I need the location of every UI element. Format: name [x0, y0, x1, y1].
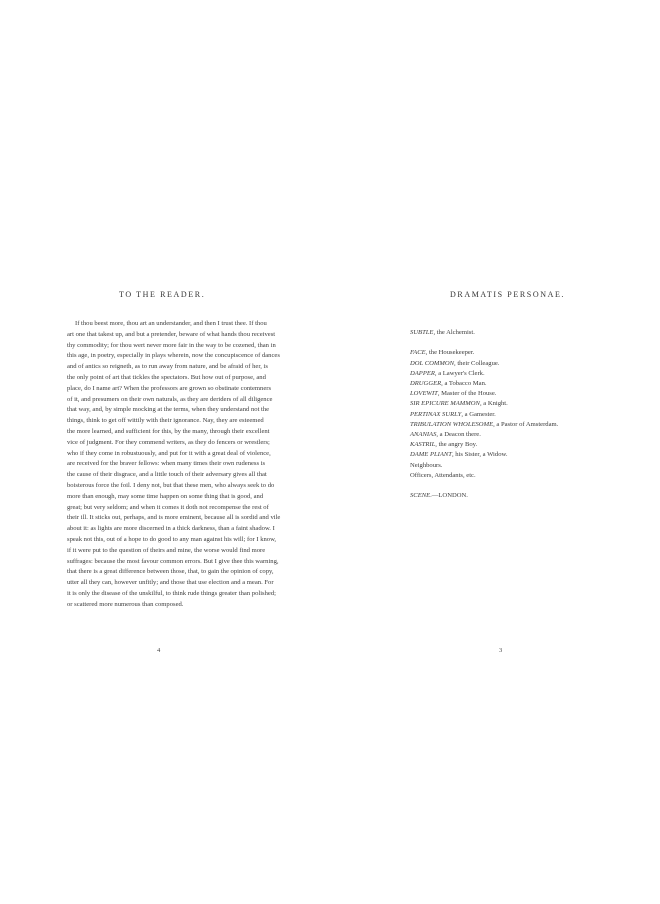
persona-entry: [410, 450, 558, 460]
reader-text-line: If thou beest more, thou art an understander, and then I trust thee. If thou: [75, 320, 267, 327]
reader-text-line: speak not this, out of a hope to do good to any man against his will; for I know,: [67, 535, 277, 543]
persona-entry: [410, 389, 558, 399]
dramatis-personae-heading: DRAMATIS PERSONAE.: [450, 290, 566, 299]
group-gap: [410, 338, 558, 348]
persona-entry: [410, 430, 558, 440]
right-page-number: 3: [499, 647, 503, 654]
reader-text-line: if it were put to the question of theirs and mine, the worse would find more: [67, 546, 266, 554]
reader-text-line: this age, in poetry, especially in plays wherein, now the concupiscence of dances: [67, 352, 280, 360]
reader-text-line: place, do I name art? When the professors are grown so obstinate contemners: [67, 384, 272, 392]
scene-line: [410, 491, 558, 501]
persona-description: , a Gamester.: [461, 410, 496, 418]
scene-label: SCENE: [410, 492, 431, 500]
persona-entry: [410, 461, 558, 471]
scene-value: .—LONDON.: [430, 492, 468, 500]
persona-description: , the Housekeeper.: [425, 349, 475, 357]
left-page-number: 4: [157, 647, 161, 654]
reader-text-line: the only point of art that tickles the spectators. But how out of purpose, and: [67, 373, 266, 381]
persona-name: ANANIAS: [410, 431, 437, 439]
persona-entry: [410, 359, 558, 369]
reader-text-line: their ill. It sticks out, perhaps, and is more eminent, because all is sordid and vile: [67, 514, 281, 522]
reader-text-line: are received for the braver fellows: when many times their own rudeness is: [67, 460, 266, 468]
persona-description: , a Deacon there.: [436, 431, 481, 439]
persona-description: Neighbours.: [410, 461, 443, 469]
persona-name: DRUGGER: [410, 380, 442, 387]
persona-description: , the angry Boy.: [435, 441, 478, 449]
reader-text-line: about it: as lights are more discerned in a thick darkness, than a faint shadow. I: [67, 525, 275, 533]
reader-text-line: of it, and presumers on their own naturals, as they are deriders of all diligence: [67, 395, 273, 403]
persona-description: Officers, Attendants, etc.: [410, 471, 476, 479]
persona-name: FACE: [410, 349, 426, 357]
persona-name: DAME PLIANT: [410, 451, 452, 459]
persona-name: KASTRIL: [410, 441, 436, 449]
persona-description: , a Lawyer's Clerk.: [434, 369, 485, 377]
persona-entry: [410, 471, 558, 481]
persona-entry: [410, 440, 558, 450]
reader-text-line: and of antics so reigneth, as to run away from nature, and be afraid of her, is: [67, 363, 268, 371]
reader-text-line: thy commodity; for thou wert never more fair in the way to be cozened, than in: [67, 341, 276, 349]
persona-name: SIR EPICURE MAMMON: [410, 400, 480, 408]
persona-entry: [410, 399, 558, 409]
persona-description: , his Sister, a Widow.: [451, 451, 508, 459]
right-page: [330, 0, 660, 904]
persona-description: , the Alchemist.: [433, 329, 475, 336]
persona-description: , a Pastor of Amsterdam.: [493, 420, 559, 428]
reader-text-line: suffrages: because the most favour common errors. But I give thee this warning,: [67, 557, 279, 565]
reader-text-line: the cause of their disgrace, and a little touch of their adversary gives all that: [67, 471, 267, 479]
persona-name: DAPPER: [410, 369, 435, 377]
persona-description: , Master of the House.: [437, 390, 497, 398]
persona-name: DOL COMMON: [410, 359, 455, 367]
personae-group-principal: [410, 328, 558, 338]
reader-text-line: art one that takest up, and but a pretender, beware of what hands thou receivest: [67, 330, 276, 338]
reader-body-text: [67, 319, 307, 611]
persona-description: , a Knight.: [479, 400, 508, 408]
persona-entry: [410, 420, 558, 430]
reader-text-line: that way, and, by simple mocking at the terms, when they understand not the: [67, 406, 270, 414]
reader-text-line: boisterous force the foil. I deny not, but that these men, who always seek to do: [67, 481, 275, 489]
persona-name: LOVEWIT: [410, 390, 438, 398]
group-gap: [410, 481, 558, 491]
persona-entry: [410, 410, 558, 420]
persona-description: , a Tobacco Man.: [441, 380, 487, 387]
reader-text-line: more than enough, may some time happen on some thing that is good, and: [67, 492, 264, 500]
persona-name: PERTINAX SURLY: [410, 410, 462, 418]
persona-entry: [410, 369, 558, 379]
reader-text-line: it is only the disease of the unskilful, to think rude things greater than polished;: [67, 589, 276, 597]
persona-description: , their Colleague.: [454, 359, 500, 367]
reader-text-line: who if they come in robustuously, and put for it with a great deal of violence,: [67, 449, 271, 457]
reader-text-line: or scattered more numerous than composed.: [67, 600, 184, 608]
persona-name: TRIBULATION WHOLESOME: [410, 420, 494, 428]
persona-entry: [410, 348, 558, 358]
reader-text-line: great; but very seldom; and when it comes it doth not recompense the rest of: [67, 503, 269, 511]
reader-text-line: utter all they can, however unfitly; and those that use election and a mean. For: [67, 579, 274, 587]
persona-entry: [410, 328, 558, 338]
reader-text-line: that there is a great difference between those, that, to gain the opinion of copy,: [67, 568, 274, 576]
personae-group-others: [410, 348, 558, 481]
persona-entry: [410, 379, 558, 389]
reader-text-line: the more learned, and sufficient for this, by the many, through their excellent: [67, 427, 270, 435]
persona-name: SUBTLE: [410, 329, 434, 336]
dramatis-personae-list: [410, 328, 558, 501]
reader-text-line: vice of judgment. For they commend writers, as they do fencers or wrestlers;: [67, 438, 270, 446]
reader-text-line: things, think to get off wittily with their ignorance. Nay, they are esteemed: [67, 417, 264, 425]
to-the-reader-heading: TO THE READER.: [119, 290, 206, 299]
